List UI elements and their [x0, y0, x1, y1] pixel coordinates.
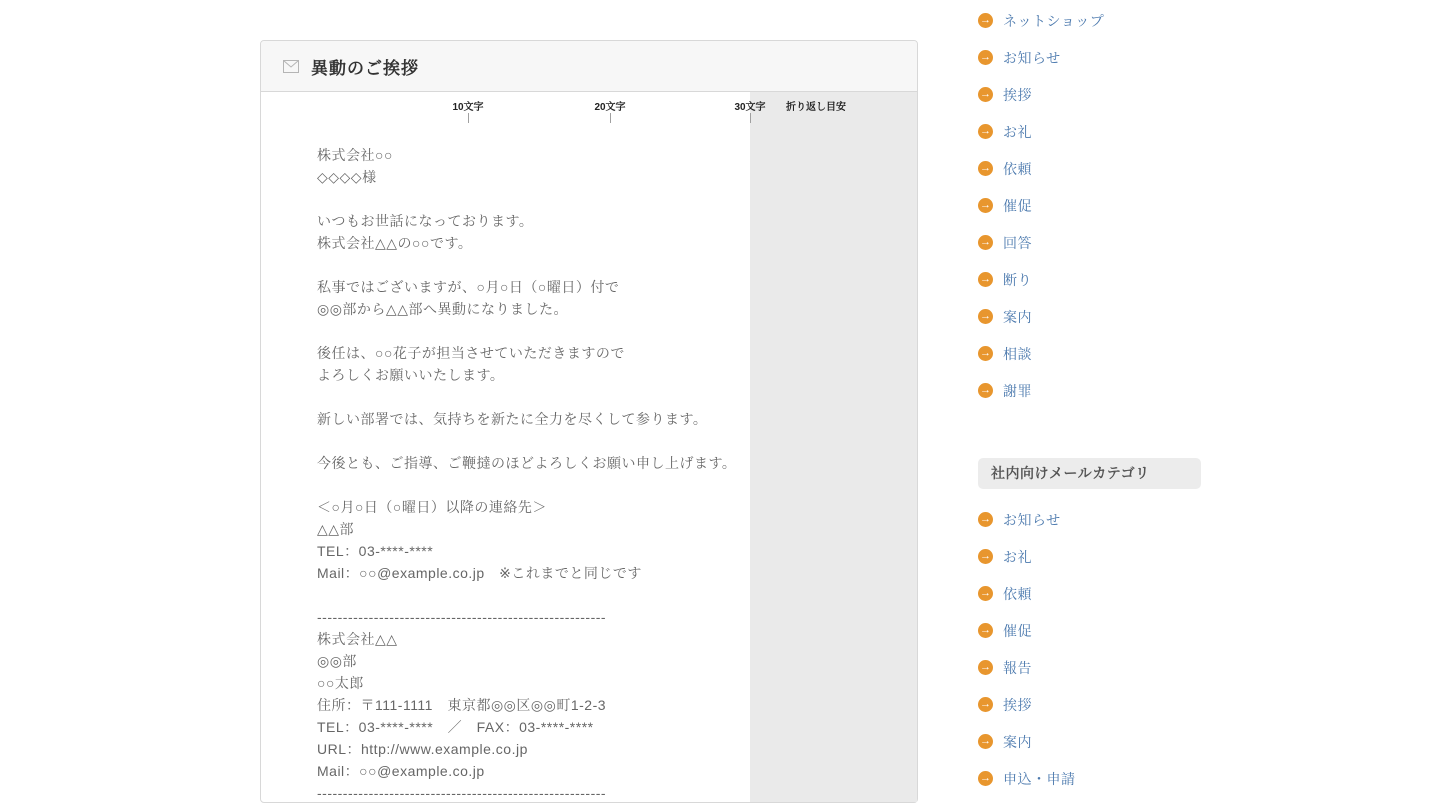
email-line: 新しい部署では、気持ちを新たに全力を尽くして参ります。: [317, 411, 708, 427]
category-sidebar: [978, 0, 1201, 797]
ruler-tick: [468, 113, 469, 123]
email-line: [317, 320, 736, 342]
sidebar-category-label: お知らせ: [1003, 49, 1061, 66]
email-line: TEL：03-****-****: [317, 543, 434, 559]
ruler-mark-label: 30文字: [734, 102, 766, 113]
email-line: 後任は、○○花子が担当させていただきますので: [317, 345, 625, 361]
email-line: [317, 386, 736, 408]
sidebar-category-link[interactable]: [978, 298, 1201, 335]
arrow-right-icon: →: [978, 383, 993, 398]
email-line: いつもお世話になっております。: [317, 213, 534, 229]
sidebar-category-label: お知らせ: [1003, 511, 1061, 528]
mail-category-list: [978, 2, 1201, 409]
email-template-text: [317, 144, 736, 802]
email-line: Mail：○○@example.co.jp ※これまでと同じです: [317, 565, 642, 581]
email-line: 住所：〒111-1111 東京都◎◎区◎◎町1-2-3: [317, 697, 607, 713]
arrow-right-icon: →: [978, 87, 993, 102]
ruler-tick: [750, 113, 751, 123]
sidebar-category-label: 謝罪: [1003, 382, 1032, 399]
sidebar-category-link[interactable]: [978, 150, 1201, 187]
sidebar-category-link[interactable]: [978, 39, 1201, 76]
sidebar-category-label: 報告: [1003, 659, 1032, 676]
ruler-tick: [610, 113, 611, 123]
sidebar-category-label: 挨拶: [1003, 696, 1032, 713]
wrap-guide-label: 折り返し目安: [786, 102, 846, 113]
arrow-right-icon: →: [978, 697, 993, 712]
email-line: よろしくお願いいたします。: [317, 367, 505, 383]
email-line: 今後とも、ご指導、ご鞭撻のほどよろしくお願い申し上げます。: [317, 455, 737, 471]
ruler-mark-label: 20文字: [594, 102, 626, 113]
arrow-right-icon: →: [978, 549, 993, 564]
email-line: [317, 188, 736, 210]
wrap-guide-shaded-area: [750, 92, 917, 802]
arrow-right-icon: →: [978, 660, 993, 675]
sidebar-category-link[interactable]: [978, 372, 1201, 409]
email-line: [317, 584, 736, 606]
sidebar-category-label: お礼: [1003, 548, 1032, 565]
arrow-right-icon: →: [978, 512, 993, 527]
sidebar-category-link[interactable]: [978, 538, 1201, 575]
email-template-panel: [260, 40, 918, 803]
email-line: URL：http://www.example.co.jp: [317, 741, 528, 757]
email-line: △△部: [317, 521, 355, 537]
sidebar-category-label: 催促: [1003, 197, 1032, 214]
email-line: Mail：○○@example.co.jp: [317, 763, 485, 779]
sidebar-category-link[interactable]: [978, 501, 1201, 538]
email-line: ◇◇◇◇様: [317, 169, 377, 185]
internal-mail-category-header: 社内向けメールカテゴリ: [978, 458, 1201, 489]
character-ruler: [261, 92, 917, 124]
sidebar-category-label: 案内: [1003, 733, 1032, 750]
arrow-right-icon: →: [978, 161, 993, 176]
email-line: --------------------------------------------------------: [317, 609, 607, 625]
sidebar-category-label: ネットショップ: [1003, 12, 1105, 29]
arrow-right-icon: →: [978, 272, 993, 287]
email-line: 株式会社○○: [317, 147, 393, 163]
arrow-right-icon: →: [978, 235, 993, 250]
sidebar-category-label: 申込・申請: [1003, 770, 1076, 787]
arrow-right-icon: →: [978, 50, 993, 65]
ruler-mark-label: 10文字: [452, 102, 484, 113]
arrow-right-icon: →: [978, 124, 993, 139]
envelope-icon: [283, 60, 299, 73]
arrow-right-icon: →: [978, 198, 993, 213]
sidebar-category-label: 案内: [1003, 308, 1032, 325]
arrow-right-icon: →: [978, 734, 993, 749]
page-title: 異動のご挨拶: [311, 58, 419, 78]
email-line: [317, 474, 736, 496]
sidebar-category-label: 依頼: [1003, 585, 1032, 602]
sidebar-category-link[interactable]: [978, 575, 1201, 612]
sidebar-category-label: 依頼: [1003, 160, 1032, 177]
arrow-right-icon: →: [978, 309, 993, 324]
internal-mail-category-list: [978, 501, 1201, 797]
panel-header: [261, 41, 917, 92]
email-line: ＜○月○日（○曜日）以降の連絡先＞: [317, 499, 547, 515]
email-line: 株式会社△△の○○です。: [317, 235, 473, 251]
sidebar-category-link[interactable]: [978, 113, 1201, 150]
email-line: TEL：03-****-**** ／ FAX：03-****-****: [317, 719, 594, 735]
sidebar-category-link[interactable]: [978, 612, 1201, 649]
arrow-right-icon: →: [978, 586, 993, 601]
sidebar-category-label: 挨拶: [1003, 86, 1032, 103]
sidebar-category-link[interactable]: [978, 261, 1201, 298]
sidebar-category-label: 相談: [1003, 345, 1032, 362]
sidebar-category-label: お礼: [1003, 123, 1032, 140]
arrow-right-icon: →: [978, 623, 993, 638]
email-line: [317, 254, 736, 276]
email-line: 株式会社△△: [317, 631, 398, 647]
sidebar-category-label: 催促: [1003, 622, 1032, 639]
sidebar-category-link[interactable]: [978, 2, 1201, 39]
email-line: ◎◎部: [317, 653, 357, 669]
arrow-right-icon: →: [978, 13, 993, 28]
email-line: --------------------------------------------------------: [317, 785, 607, 801]
sidebar-category-link[interactable]: [978, 686, 1201, 723]
email-line: ◎◎部から△△部へ異動になりました。: [317, 301, 568, 317]
email-body-area: [261, 92, 917, 802]
sidebar-category-link[interactable]: [978, 760, 1201, 797]
sidebar-category-label: 断り: [1003, 271, 1032, 288]
arrow-right-icon: →: [978, 771, 993, 786]
sidebar-category-link[interactable]: [978, 76, 1201, 113]
sidebar-category-link[interactable]: [978, 335, 1201, 372]
sidebar-category-link[interactable]: [978, 649, 1201, 686]
sidebar-category-label: 回答: [1003, 234, 1032, 251]
sidebar-category-link[interactable]: [978, 187, 1201, 224]
email-line: ○○太郎: [317, 675, 364, 691]
sidebar-category-link[interactable]: [978, 723, 1201, 760]
sidebar-category-link[interactable]: [978, 224, 1201, 261]
arrow-right-icon: →: [978, 346, 993, 361]
email-line: [317, 430, 736, 452]
email-line: 私事ではございますが、○月○日（○曜日）付で: [317, 279, 620, 295]
